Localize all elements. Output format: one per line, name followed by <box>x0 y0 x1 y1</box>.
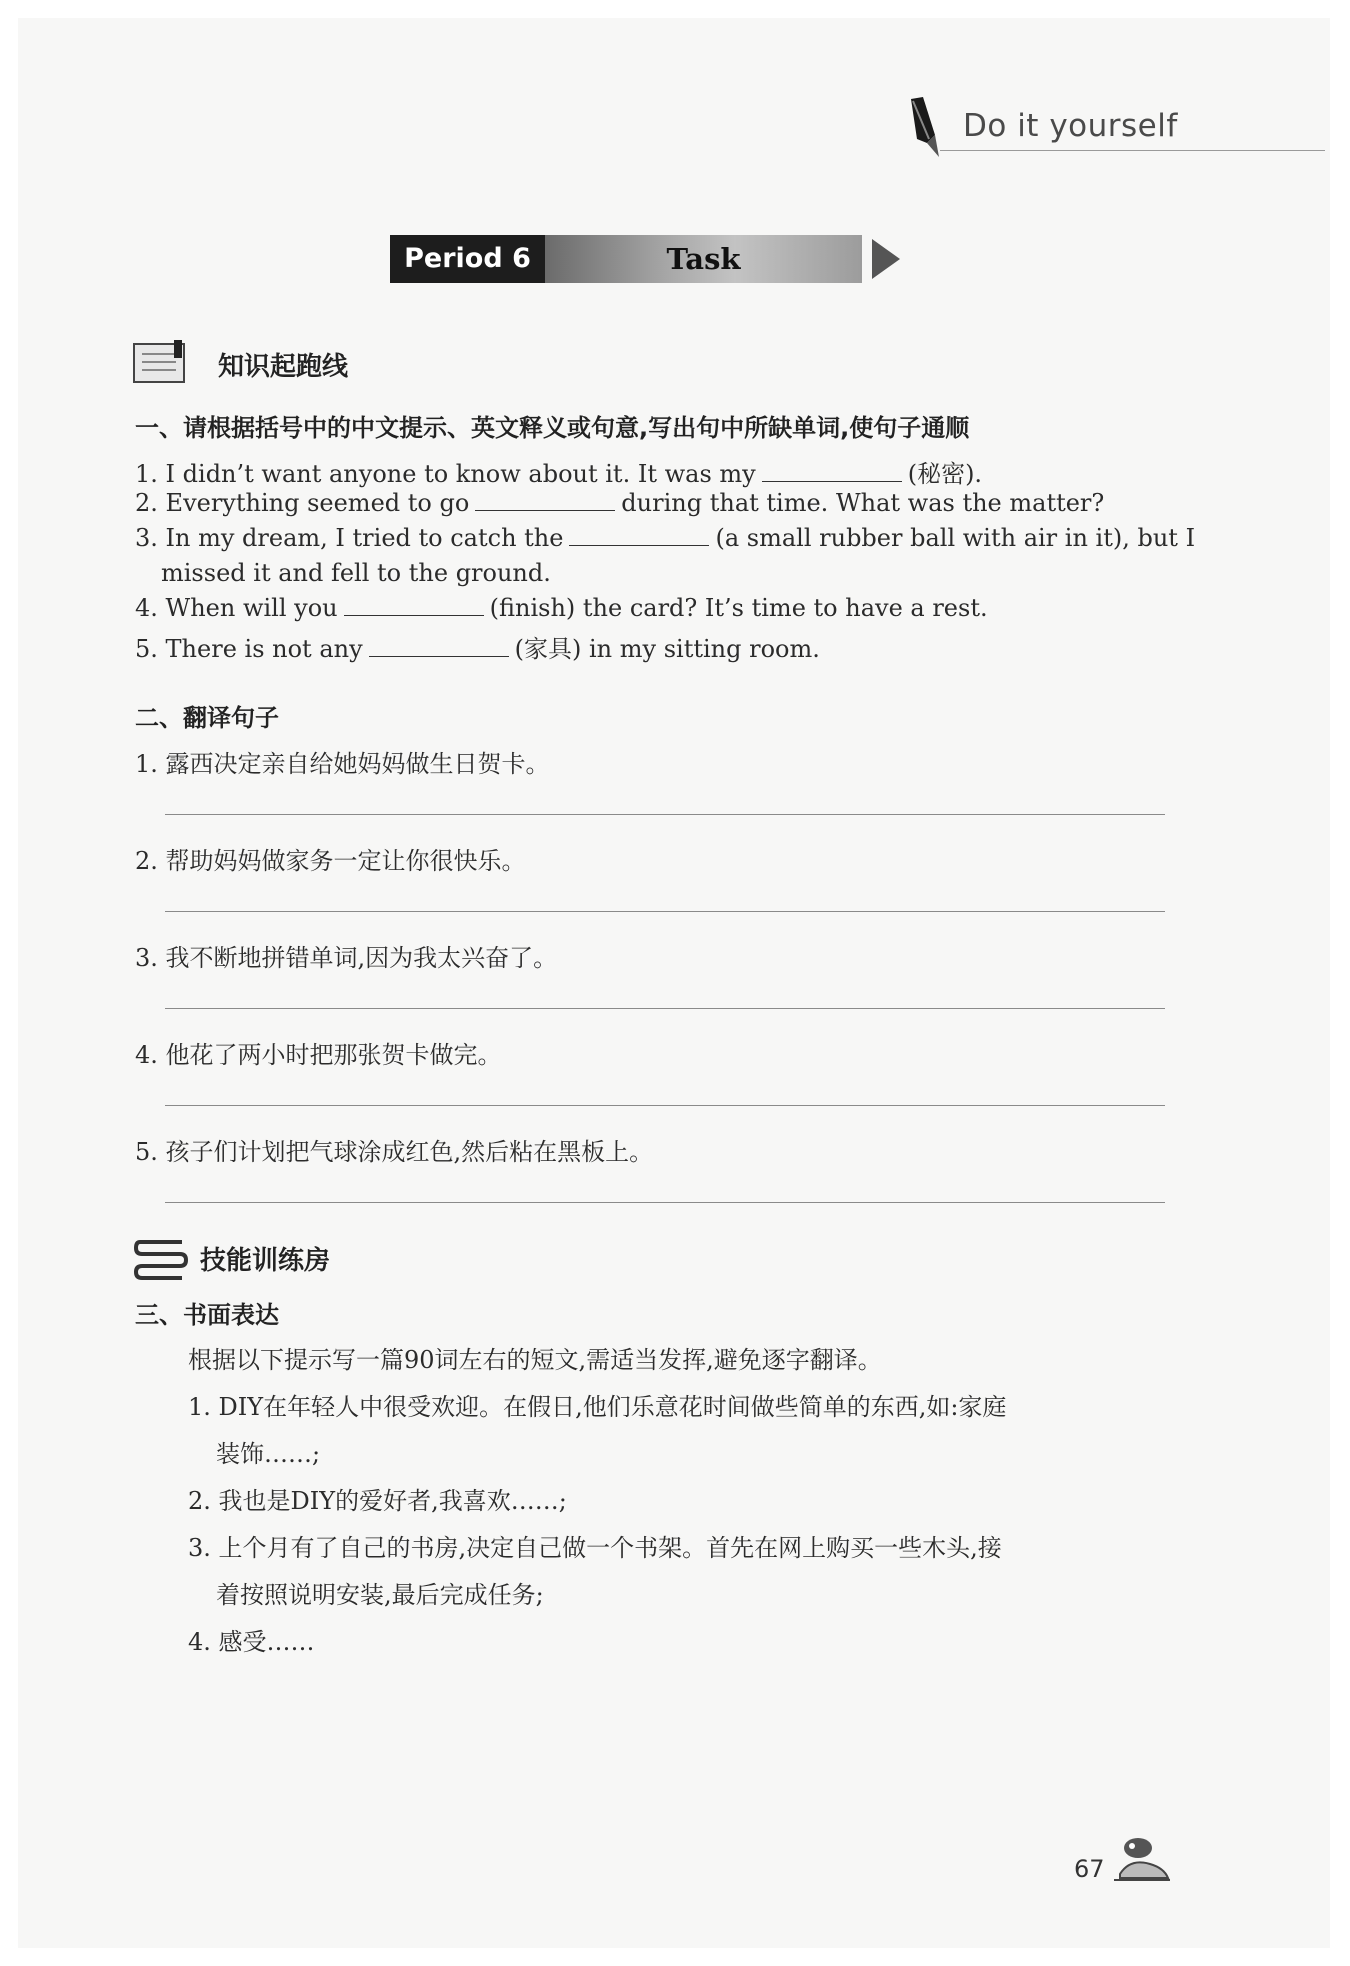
answer-line[interactable] <box>165 1105 1165 1106</box>
header-rule <box>940 150 1325 151</box>
fill-item-3-continued: missed it and fell to the ground. <box>161 559 551 587</box>
translate-item-5: 5. 孩子们计划把气球涂成红色,然后粘在黑板上。 <box>135 1138 654 1166</box>
pen-icon <box>905 95 945 165</box>
writing-hint-3: 3. 上个月有了自己的书房,决定自己做一个书架。首先在网上购买一些木头,接 <box>188 1534 1002 1562</box>
answer-line[interactable] <box>165 911 1165 912</box>
answer-blank[interactable] <box>369 636 509 657</box>
section-title-skills: 技能训练房 <box>200 1246 331 1276</box>
answer-line[interactable] <box>165 1202 1165 1203</box>
item-text-before: There is not any <box>165 635 363 663</box>
item-text-after: (a small rubber ball with air in it), but I <box>715 524 1196 552</box>
header-title: Do it yourself <box>963 108 1178 144</box>
answer-line[interactable] <box>165 814 1165 815</box>
part3-heading: 三、书面表达 <box>135 1301 279 1329</box>
fill-item-5 <box>135 629 820 664</box>
translate-item-2: 2. 帮助妈妈做家务一定让你很快乐。 <box>135 847 526 875</box>
task-label: Task <box>545 235 862 283</box>
item-number: 5. <box>135 635 158 663</box>
writing-hint-1: 1. DIY在年轻人中很受欢迎。在假日,他们乐意花时间做些简单的东西,如:家庭 <box>188 1393 1007 1421</box>
answer-blank[interactable] <box>344 595 484 616</box>
fill-item-3 <box>135 524 1195 552</box>
book-icon <box>130 338 192 388</box>
item-text-after: (家具) in my sitting room. <box>514 635 820 663</box>
fill-item-4 <box>135 594 988 622</box>
writing-hint-1-cont: 装饰……; <box>216 1440 321 1468</box>
translate-item-4: 4. 他花了两小时把那张贺卡做完。 <box>135 1041 502 1069</box>
part1-heading: 一、请根据括号中的中文提示、英文释义或句意,写出句中所缺单词,使句子通顺 <box>135 414 970 442</box>
answer-blank[interactable] <box>475 490 615 511</box>
item-text-before: Everything seemed to go <box>165 489 470 517</box>
item-number: 3. <box>135 524 158 552</box>
snail-mascot-icon <box>1110 1830 1172 1886</box>
writing-hint-2: 2. 我也是DIY的爱好者,我喜欢……; <box>188 1487 567 1515</box>
writing-hint-4: 4. 感受…… <box>188 1628 315 1656</box>
item-number: 1. <box>135 460 158 488</box>
item-text-before: In my dream, I tried to catch the <box>165 524 564 552</box>
skills-icon <box>132 1234 194 1284</box>
fill-item-1 <box>135 454 982 489</box>
writing-hint-3-cont: 着按照说明安装,最后完成任务; <box>216 1581 544 1609</box>
period-label: Period 6 <box>390 235 545 283</box>
answer-blank[interactable] <box>569 525 709 546</box>
part2-heading: 二、翻译句子 <box>135 704 279 732</box>
translate-item-3: 3. 我不断地拼错单词,因为我太兴奋了。 <box>135 944 558 972</box>
item-number: 4. <box>135 594 158 622</box>
arrow-right-icon <box>870 237 902 281</box>
item-text-after: during that time. What was the matter? <box>621 489 1105 517</box>
writing-intro: 根据以下提示写一篇90词左右的短文,需适当发挥,避免逐字翻译。 <box>188 1346 882 1374</box>
answer-blank[interactable] <box>762 461 902 482</box>
item-text-after: (秘密). <box>907 460 983 488</box>
fill-item-2 <box>135 489 1104 517</box>
period-banner <box>390 235 930 283</box>
item-number: 2. <box>135 489 158 517</box>
answer-line[interactable] <box>165 1008 1165 1009</box>
item-text-before: I didn’t want anyone to know about it. It was my <box>165 460 756 488</box>
page-background <box>18 18 1330 1948</box>
item-text-after: (finish) the card? It’s time to have a rest. <box>489 594 988 622</box>
page-number: 67 <box>1074 1855 1105 1883</box>
item-text-before: When will you <box>165 594 338 622</box>
section-title-knowledge: 知识起跑线 <box>218 352 349 382</box>
translate-item-1: 1. 露西决定亲自给她妈妈做生日贺卡。 <box>135 750 550 778</box>
